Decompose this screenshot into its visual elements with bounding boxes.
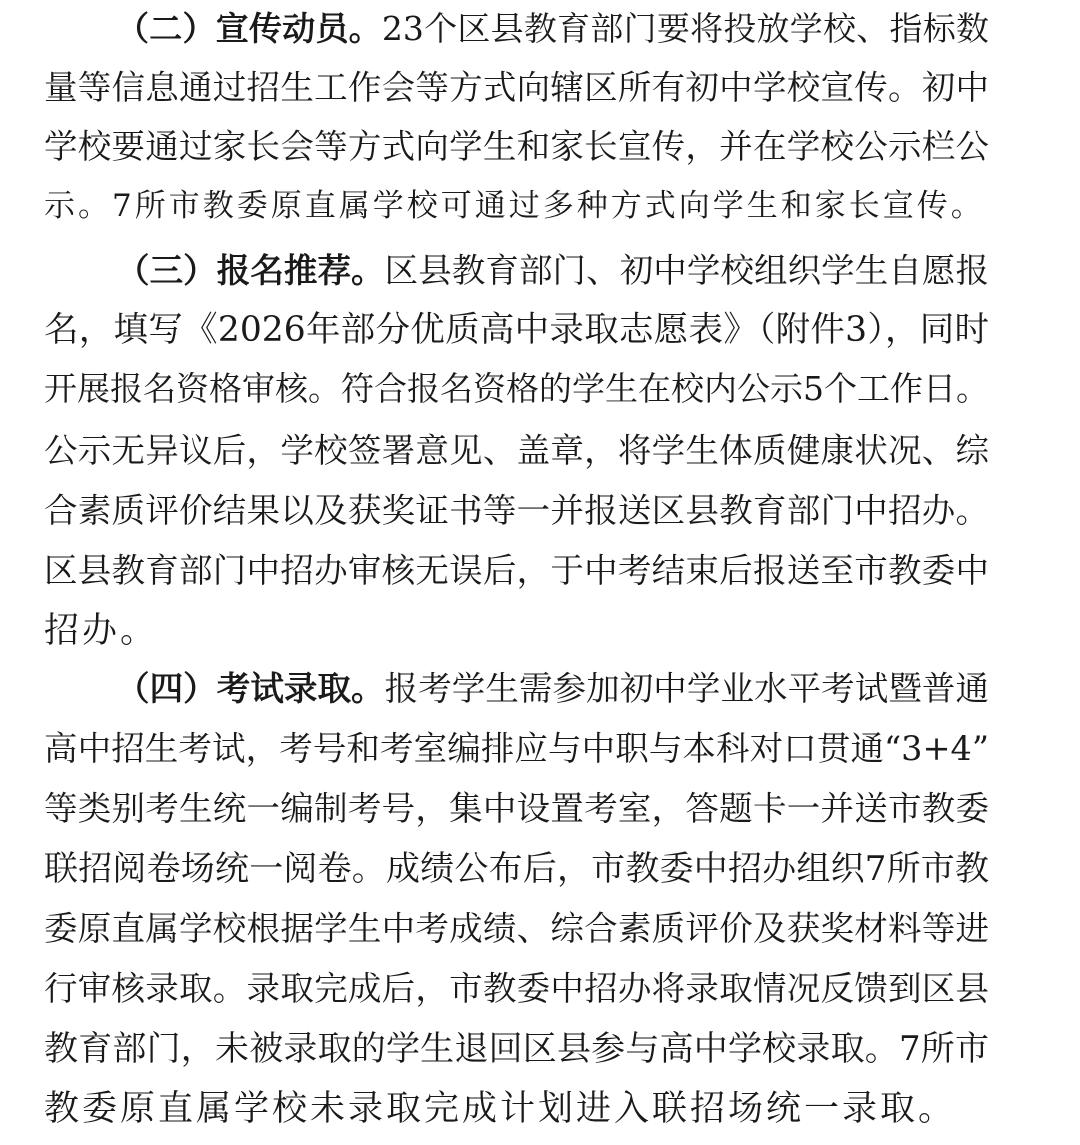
paragraph-line: 委原直属学校根据学生中考成绩、综合素质评价及获奖材料等进 [44,909,989,948]
paragraph-line [116,0,989,58]
paragraph-line: 高中招生考试，考号和考室编排应与中职与本科对口贯通“3+4” [44,729,989,768]
paragraph-text: 23个区县教育部门要将投放学校、指标数 [381,9,989,48]
paragraph-line: 区县教育部门中招办审核无误后，于中考结束后报送至市教委中 [44,551,989,590]
paragraph-line: 公示无异议后，学校签署意见、盖章，将学生体质健康状况、综 [44,431,989,470]
section-heading: （四）考试录取。 [116,669,385,708]
paragraph-line: 示。7所市教委原直属学校可通过多种方式向学生和家长宣传。 [44,188,985,224]
paragraph-line [116,660,989,718]
paragraph-line: 名，填写《2026年部分优质高中录取志愿表》（附件3），同时 [44,310,989,350]
paragraph-line: 教育部门，未被录取的学生退回区县参与高中学校录取。7所市 [44,1029,989,1069]
paragraph-line [116,242,989,300]
paragraph-line: 开展报名资格审核。符合报名资格的学生在校内公示5个工作日。 [44,369,989,408]
paragraph-line: 量等信息通过招生工作会等方式向辖区所有初中学校宣传。初中 [44,68,989,107]
section-heading: （二）宣传动员。 [116,9,382,48]
paragraph-line: 行审核录取。录取完成后，市教委中招办将录取情况反馈到区县 [44,969,989,1008]
paragraph-line: 招办。 [44,611,159,651]
paragraph-text: 区县教育部门、初中学校组织学生自愿报 [384,251,989,290]
paragraph-line: 学校要通过家长会等方式向学生和家长宣传，并在学校公示栏公 [44,127,989,166]
paragraph-text: 报考学生需参加初中学业水平考试暨普通 [384,669,989,708]
paragraph-line: 合素质评价结果以及获奖证书等一并报送区县教育部门中招办。 [44,491,989,530]
paragraph-line: 联招阅卷场统一阅卷。成绩公布后，市教委中招办组织7所市教 [44,849,989,889]
section-heading: （三）报名推荐。 [116,251,385,290]
paragraph-line: 等类别考生统一编制考号，集中设置考室，答题卡一并送市教委 [44,789,989,828]
paragraph-line: 教委原直属学校未录取完成计划进入联招场统一录取。 [44,1089,957,1129]
